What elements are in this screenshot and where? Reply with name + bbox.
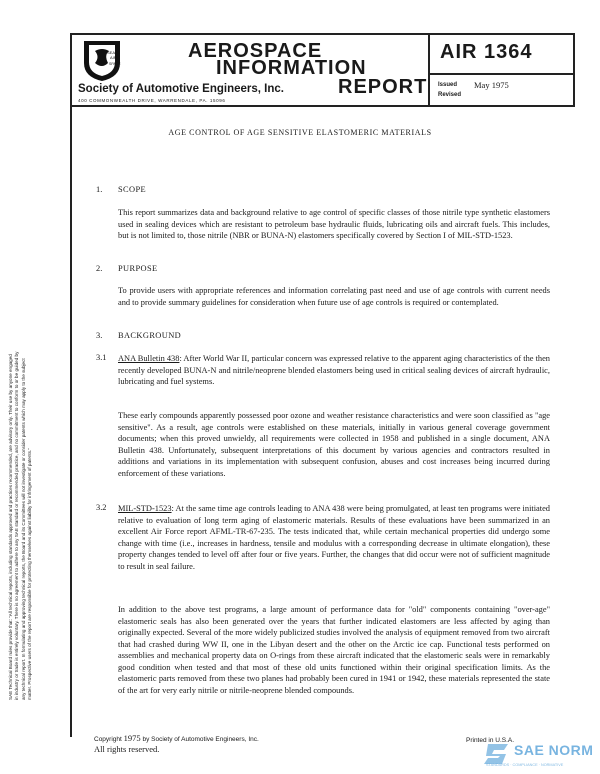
subsection-3-1-text: : After World War II, particular concern was expressed relative to the apparent aging characteristics of the then recently developed BUNA-N and nitrile/neoprene blended elastomers being used in critical sealing devices of aircraft hydraulic, lubricating and fuel systems. xyxy=(118,354,550,386)
logo-line-4: SPACE xyxy=(109,62,121,66)
section-title-scope: SCOPE xyxy=(118,185,147,194)
subsection-3-2-text: : At the same time age controls leading to ANA 438 were being promulgated, at least ten programs were initiated relative to evaluation of long term aging of elastomeric materials. Results of these evaluations have been summarized in an excellent Air Force report AFML-TR-67-235. The tests indicated that, while certain mechanical properties did undergo some change with time (i.e., increases in hardness, tensile and modulus with a corresponding decrease in ultimate elongation), these property changes tended to level off after four or five years. Further, the changes that did occur were not of sufficient magnitude to result in seal failure. xyxy=(118,504,550,571)
copyright-year: 1975 xyxy=(123,733,141,743)
copyright-holder: by Society of Automotive Engineers, Inc. xyxy=(142,736,259,743)
watermark-text: SAE NORM xyxy=(514,742,594,758)
sae-logo-icon xyxy=(80,39,124,83)
header-divider-vertical xyxy=(428,35,430,105)
technical-board-notice xyxy=(8,140,34,700)
section-title-background: BACKGROUND xyxy=(118,331,182,340)
issued-label: Issued xyxy=(438,82,458,88)
section-number: 2. xyxy=(96,264,103,273)
subsection-3-2-paragraph-2: In addition to the above test programs, a large amount of performance data for "old" components containing "over-age" elastomeric seals has also been generated over the years that further indicated elastomers are less affected by aging than originally expected. Several of the more widely publicized studies involved the analysis of equipment removed from two aircraft that had crashed during WW II, one in the Libyan desert and the other on the Arctic ice cap. Functional tests performed on assemblies and mechanical property data on O-rings from these aircraft indicated that the elastomeric seals were in remarkably good condition when tested and that most of these old units functioned within their original specification limits. As the elastomeric parts removed from these two planes had probably been cured in 1941 or 1942, these materials represented the state of the art for very early nitrile or nitrile-neoprene blended compounds. xyxy=(118,605,550,695)
copyright-label: Copyright xyxy=(94,736,122,743)
notice-line: matter. Prospective users of the report are responsible for protecting themselves against liability for infringement of patents." xyxy=(27,448,33,700)
logo-line-2: SEA xyxy=(107,50,116,55)
org-address: 400 COMMONWEALTH DRIVE, WARRENDALE, PA. 15096 xyxy=(78,98,226,103)
subsection-3-2-lead: MIL-STD-1523 xyxy=(118,504,172,513)
document-title: AGE CONTROL OF AGE SENSITIVE ELASTOMERIC MATERIALS xyxy=(168,128,432,137)
logo-line-3: AIR xyxy=(110,55,117,60)
section-number: 1. xyxy=(96,185,103,194)
header-divider-horizontal xyxy=(428,73,575,75)
subsection-3-1-paragraph xyxy=(118,353,550,388)
issued-date: May 1975 xyxy=(474,80,509,90)
document-number: AIR 1364 xyxy=(440,41,533,63)
watermark-subtext: STANDARDS · COMPLIANCE · NORMATIVE xyxy=(486,763,564,767)
section-number: 3. xyxy=(96,331,103,340)
notice-line: SAE Technical Board rules provide that: "All technical reports, including standards approved and practices recommended, are advisory only. Their use by anyone engaged xyxy=(8,354,13,700)
section-title-purpose: PURPOSE xyxy=(118,264,158,273)
scope-paragraph: This report summarizes data and background relative to age control of specific classes of those nitrile type synthetic elastomers used in sealing devices which are resistant to petroleum base hydraulic fluids, lubricating oils and aircraft fuels. This includes, but is not limited to, those nitrile (NBR or BUNA-N) elastomers specifically covered by Section I of MIL-STD-1523. xyxy=(118,208,550,240)
left-margin-rule xyxy=(70,107,72,737)
purpose-paragraph: To provide users with appropriate references and information correlating past need and use of age controls with current needs and to provide summary guidelines for consideration when future use of age controls is required or contemplated. xyxy=(118,286,550,307)
report-header xyxy=(70,33,575,107)
rights-reserved: All rights reserved. xyxy=(94,744,160,754)
revised-label: Revised xyxy=(438,92,462,98)
logo-line-1: SAE xyxy=(107,45,116,50)
notice-line: in industry or trade is entirely voluntary. There is no agreement to adhere to any SAE standard or recommended practice, and no commitment to conform to or be guided by xyxy=(14,351,20,700)
org-name: Society of Automotive Engineers, Inc. xyxy=(78,83,284,95)
subsection-3-1-lead: ANA Bulletin 438 xyxy=(118,354,180,363)
subsection-number: 3.2 xyxy=(96,503,107,512)
subsection-number: 3.1 xyxy=(96,353,107,362)
header-title-line3: REPORT xyxy=(338,76,428,98)
notice-line: any technical report. In formulating and approving technical reports, the Board and its Committees will not investigate or consider patents which may apply to the subject xyxy=(20,358,26,700)
copyright-line xyxy=(94,733,259,743)
header-title-line2: INFORMATION xyxy=(216,57,367,79)
header-title-line1: AEROSPACE xyxy=(188,40,323,62)
subsection-3-2-paragraph xyxy=(118,503,550,572)
printed-in: Printed in U.S.A. xyxy=(466,737,515,744)
subsection-3-1-paragraph-2: These early compounds apparently possessed poor ozone and weather resistance characteristics and were soon classified as "age sensitive". As a result, age controls were established on these materials, initially in various general coverage government documents; when this proved unwieldy, all requirements were collected in 1958 and published in a single document, ANA Bulletin 438. Unfortunately, subsequent interpretations of this document by various agencies and contractors resulted in additions and variations in its implementation with subsequent confusion, abuses and cost increases being incurred during enforcement of these variations. xyxy=(118,411,550,478)
